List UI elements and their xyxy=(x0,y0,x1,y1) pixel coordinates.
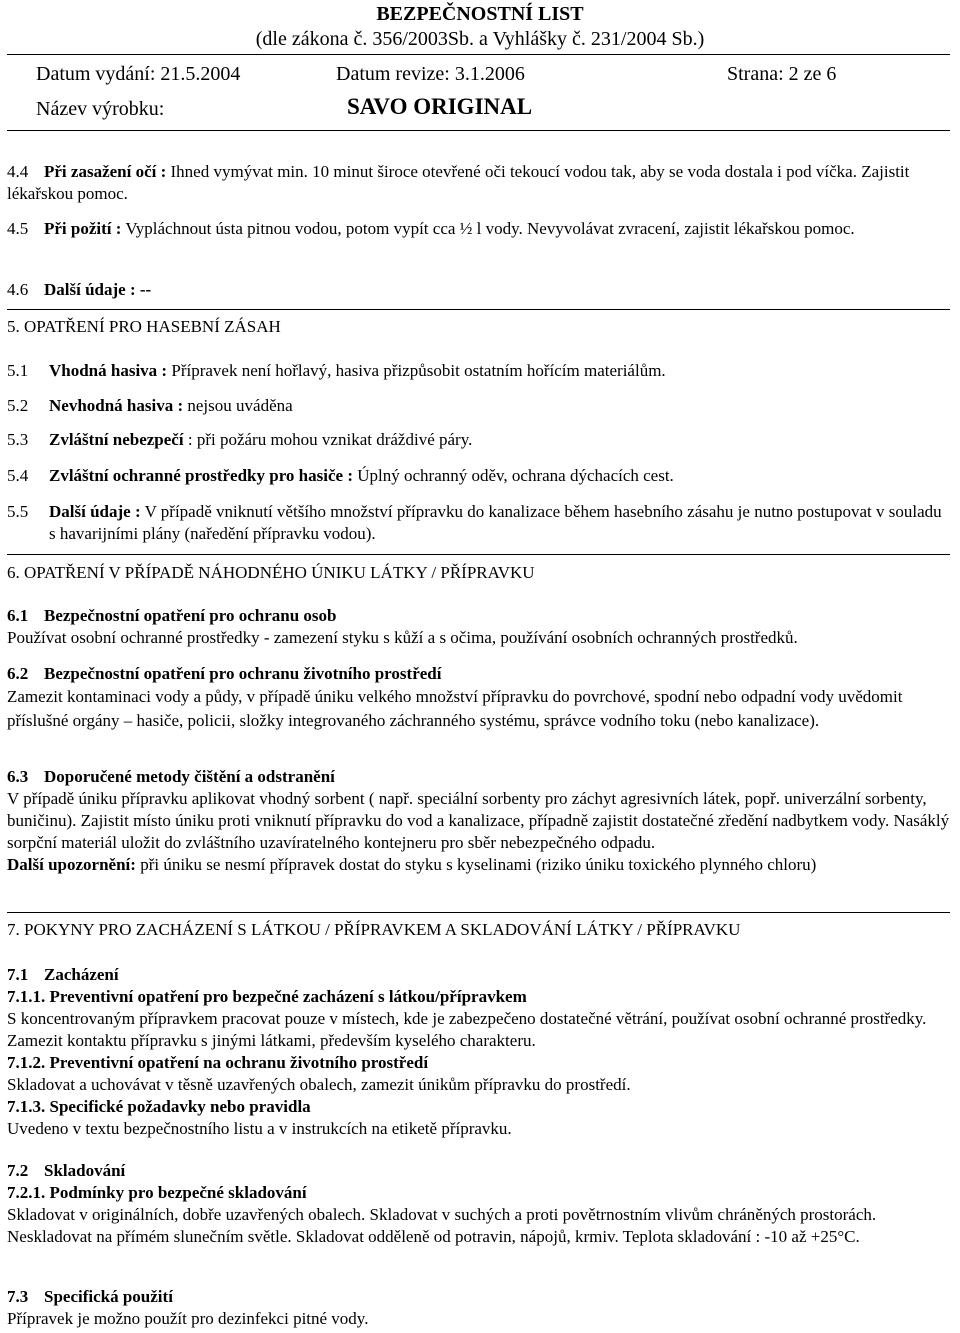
section-7-1-number: 7.1 xyxy=(7,965,29,984)
section-5-3-number: 5.3 xyxy=(7,430,29,449)
header-rule-top xyxy=(7,54,950,55)
section-6-1-text: Používat osobní ochranné prostředky - zamezení styku s kůží a s očima, používání osobních ochranných prostředků. xyxy=(7,628,798,647)
section-4-5 xyxy=(7,218,950,240)
section-6-1-heading: Bezpečnostní opatření pro ochranu osob xyxy=(44,606,337,625)
section-4-5-text: Vypláchnout ústa pitnou vodou, potom vypít cca ½ l vody. Nevyvolávat zvracení, zajistit lékařskou pomoc. xyxy=(121,219,855,238)
section-5-1-text: Přípravek není hořlavý, hasiva přizpůsobit ostatním hořícím materiálům. xyxy=(167,361,666,380)
section-7-1 xyxy=(7,964,950,1140)
section-6-2-text: Zamezit kontaminaci vody a půdy, v případě úniku velkého množství přípravku do povrchové, spodní nebo odpadní vody uvědomit příslušné orgány – hasiče, policii, složky integrovaného záchranného systému, správce vodního toku (nebo kanalizace). xyxy=(7,687,903,730)
product-name: SAVO ORIGINAL xyxy=(347,94,533,119)
section-4-6-number: 4.6 xyxy=(7,280,29,299)
section-5-2-heading: Nevhodná hasiva : xyxy=(49,396,184,415)
section-6-2-heading: Bezpečnostní opatření pro ochranu životního prostředí xyxy=(44,664,442,683)
section-6-1 xyxy=(7,605,950,649)
section-6-3-heading: Doporučené metody čištění a odstranění xyxy=(44,767,335,786)
section-7-title: 7. POKYNY PRO ZACHÁZENÍ S LÁTKOU / PŘÍPRAVKEM A SKLADOVÁNÍ LÁTKY / PŘÍPRAVKU xyxy=(7,920,741,939)
section-7-1-2-heading: 7.1.2. Preventivní opatření na ochranu životního prostředí xyxy=(7,1053,429,1072)
section-7-2-1-text: Skladovat v originálních, dobře uzavřených obalech. Skladovat v suchých a proti povětrnostním vlivům chráněných prostorách. Neskladovat na přímém slunečním světle. Skladovat odděleně od potravin, nápojů, krmiv. Teplota skladování : -10 až +25°C. xyxy=(7,1205,877,1246)
section-6-note-text: při úniku se nesmí přípravek dostat do styku s kyselinami (riziko úniku toxického plynného chloru) xyxy=(135,855,817,874)
section-6-title: 6. OPATŘENÍ V PŘÍPADĚ NÁHODNÉHO ÚNIKU LÁTKY / PŘÍPRAVKU xyxy=(7,563,535,582)
section-5-5-number: 5.5 xyxy=(7,502,29,521)
section-7-rule xyxy=(7,912,950,913)
revision-date: Datum revize: 3.1.2006 xyxy=(336,63,525,85)
section-6-2 xyxy=(7,663,950,733)
section-5-4-heading: Zvláštní ochranné prostředky pro hasiče : xyxy=(49,466,353,485)
section-5-3 xyxy=(7,429,950,451)
section-4-4-number: 4.4 xyxy=(7,162,29,181)
section-7-2-heading: Skladování xyxy=(44,1161,126,1180)
section-5-3-text: : při požáru mohou vznikat dráždivé páry. xyxy=(183,430,473,449)
section-5-4 xyxy=(7,465,950,487)
section-5-1-number: 5.1 xyxy=(7,361,29,380)
section-5-5-heading: Další údaje : xyxy=(49,502,141,521)
section-5-4-text: Úplný ochranný oděv, ochrana dýchacích cest. xyxy=(352,466,674,485)
section-7-1-3-text: Uvedeno v textu bezpečnostního listu a v instrukcích na etiketě přípravku. xyxy=(7,1119,512,1138)
section-4-4-heading: Při zasažení očí : xyxy=(44,162,167,181)
document-title: BEZPEČNOSTNÍ LIST xyxy=(376,3,584,25)
section-5-rule xyxy=(7,309,950,310)
section-4-5-heading: Při požití : xyxy=(44,219,122,238)
section-5-title: 5. OPATŘENÍ PRO HASEBNÍ ZÁSAH xyxy=(7,317,281,336)
section-5-4-number: 5.4 xyxy=(7,466,29,485)
document-subtitle: (dle zákona č. 356/2003Sb. a Vyhlášky č. 231/2004 Sb.) xyxy=(255,28,705,50)
section-6-3-number: 6.3 xyxy=(7,767,29,786)
page-number: Strana: 2 ze 6 xyxy=(727,63,837,85)
section-7-1-1-text: S koncentrovaným přípravkem pracovat pouze v místech, kde je zabezpečeno dostatečné větrání, používat osobní ochranné prostředky. Zamezit kontaktu přípravku s jinými látkami, především kyselého charakteru. xyxy=(7,1009,927,1050)
section-7-1-1-heading: 7.1.1. Preventivní opatření pro bezpečné zacházení s látkou/přípravkem xyxy=(7,987,527,1006)
section-7-2 xyxy=(7,1160,950,1248)
section-7-1-3-heading: 7.1.3. Specifické požadavky nebo pravidla xyxy=(7,1097,311,1116)
section-4-6 xyxy=(7,279,950,301)
section-6-rule xyxy=(7,554,950,555)
section-7-2-1-heading: 7.2.1. Podmínky pro bezpečné skladování xyxy=(7,1183,307,1202)
section-6-2-number: 6.2 xyxy=(7,664,29,683)
section-4-6-heading: Další údaje : -- xyxy=(44,280,152,299)
section-7-3-text: Přípravek je možno použít pro dezinfekci pitné vody. xyxy=(7,1309,369,1328)
section-7-3-heading: Specifická použití xyxy=(44,1287,173,1306)
header-rule-bottom xyxy=(7,130,950,131)
issue-date: Datum vydání: 21.5.2004 xyxy=(36,63,241,85)
section-5-5-text: V případě vniknutí většího množství přípravku do kanalizace během hasebního zásahu je nutno postupovat v souladu s havarijními plány (naředění přípravku vodou). xyxy=(49,502,942,543)
section-5-2-text: nejsou uváděna xyxy=(183,396,293,415)
section-6-3-text: V případě úniku přípravku aplikovat vhodný sorbent ( např. speciální sorbenty pro záchyt agresivních látek, popř. univerzální sorbenty, buničinu). Zajistit místo úniku proti vniknutí přípravku do vod a kanalizace, případně zajistit dostatečné zředění nadbytkem vody. Nasáklý sorpční materiál uložit do zvláštního uzavíratelného kontejneru pro sběr nebezpečného odpadu. xyxy=(7,789,950,852)
section-7-3-number: 7.3 xyxy=(7,1287,29,1306)
section-7-1-2-text: Skladovat a uchovávat v těsně uzavřených obalech, zamezit únikům přípravku do prostředí. xyxy=(7,1075,631,1094)
section-4-5-number: 4.5 xyxy=(7,219,29,238)
section-5-2 xyxy=(7,395,950,417)
section-5-3-heading: Zvláštní nebezpečí xyxy=(49,430,184,449)
section-7-1-heading: Zacházení xyxy=(44,965,119,984)
section-5-1 xyxy=(7,360,950,382)
section-4-4 xyxy=(7,161,950,205)
product-label: Název výrobku: xyxy=(36,98,165,120)
section-5-5 xyxy=(7,501,950,545)
section-6-note-heading: Další upozornění: xyxy=(7,855,136,874)
section-7-2-number: 7.2 xyxy=(7,1161,29,1180)
section-6-1-number: 6.1 xyxy=(7,606,29,625)
section-4-4-text: Ihned vymývat min. 10 minut široce otevřené oči tekoucí vodou tak, aby se voda dostala i pod víčka. Zajistit lékařskou pomoc. xyxy=(7,162,910,203)
section-5-1-heading: Vhodná hasiva : xyxy=(49,361,168,380)
section-5-2-number: 5.2 xyxy=(7,396,29,415)
section-6-3 xyxy=(7,766,950,876)
section-7-3 xyxy=(7,1286,950,1330)
